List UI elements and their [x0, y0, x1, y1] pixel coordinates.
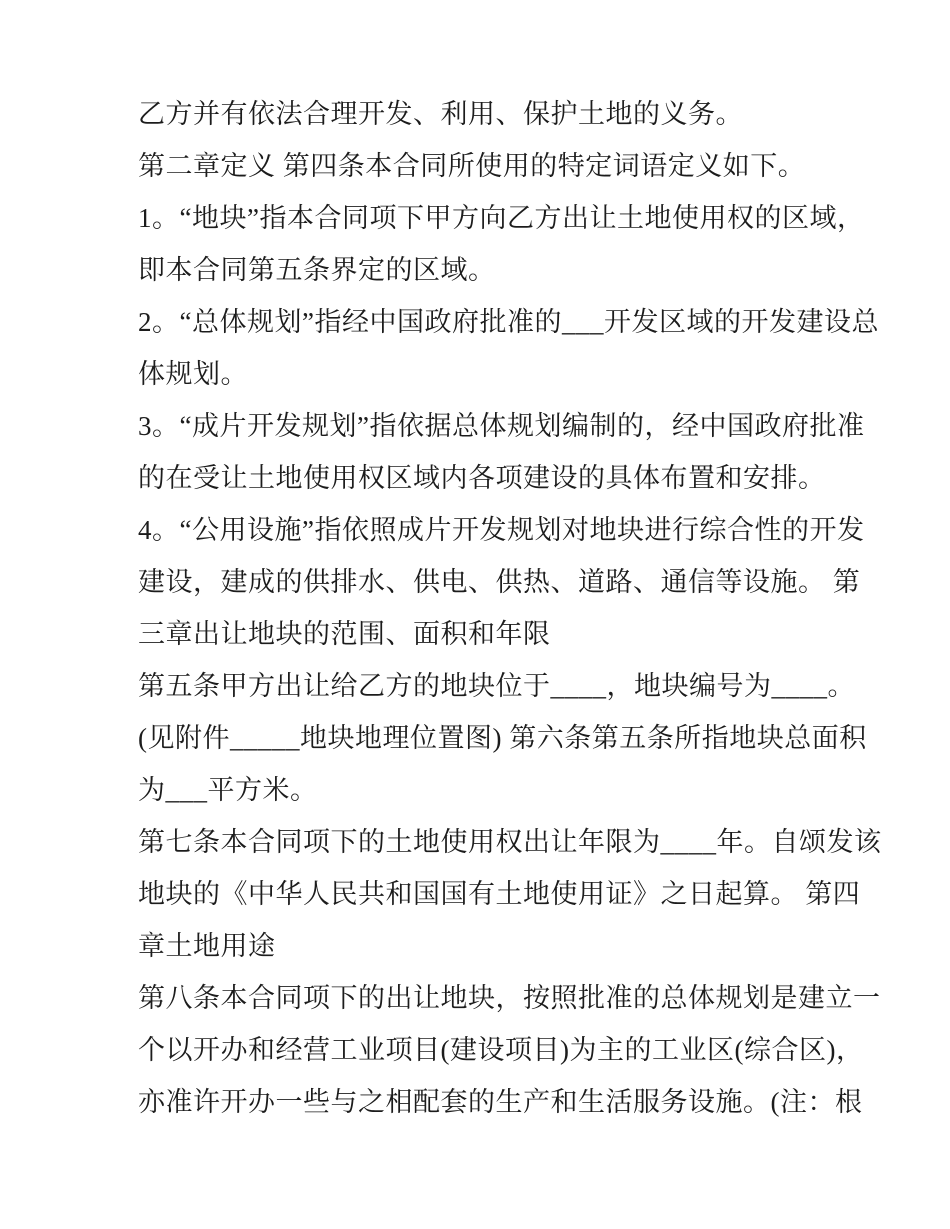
text-line: 第五条甲方出让给乙方的地块位于____，地块编号为____。 — [138, 671, 855, 701]
text-line: 为___平方米。 — [138, 775, 318, 805]
text-line: 第八条本合同项下的出让地块，按照批准的总体规划是建立一 — [138, 983, 881, 1013]
text-line: 2。“总体规划”指经中国政府批准的___开发区域的开发建设总 — [138, 307, 879, 337]
text-line: 个以开办和经营工业项目(建设项目)为主的工业区(综合区)， — [138, 1035, 864, 1065]
text-line: 3。“成片开发规划”指依据总体规划编制的，经中国政府批准 — [138, 411, 865, 441]
text-line: 亦准许开办一些与之相配套的生产和生活服务设施。(注：根 — [138, 1087, 863, 1117]
text-line: 第七条本合同项下的土地使用权出让年限为____年。自颂发该 — [138, 827, 882, 857]
text-line: 建设，建成的供排水、供电、供热、道路、通信等设施。 第 — [138, 567, 861, 597]
text-line: 乙方并有依法合理开发、利用、保护土地的义务。 — [138, 99, 743, 129]
document-body — [138, 88, 882, 1128]
text-line: 4。“公用设施”指依照成片开发规划对地块进行综合性的开发 — [138, 515, 865, 545]
text-line: 三章出让地块的范围、面积和年限 — [138, 619, 551, 649]
text-line: 的在受让土地使用权区域内各项建设的具体布置和安排。 — [138, 463, 826, 493]
text-line: 地块的《中华人民共和国国有土地使用证》之日起算。 第四 — [138, 879, 861, 909]
text-line: 第二章定义 第四条本合同所使用的特定词语定义如下。 — [138, 151, 806, 181]
text-line: 体规划。 — [138, 359, 248, 389]
text-line: 1。“地块”指本合同项下甲方向乙方出让土地使用权的区域， — [138, 203, 865, 233]
text-line: (见附件_____地块地理位置图) 第六条第五条所指地块总面积 — [138, 723, 867, 753]
text-line: 即本合同第五条界定的区域。 — [138, 255, 496, 285]
text-line: 章土地用途 — [138, 931, 276, 961]
